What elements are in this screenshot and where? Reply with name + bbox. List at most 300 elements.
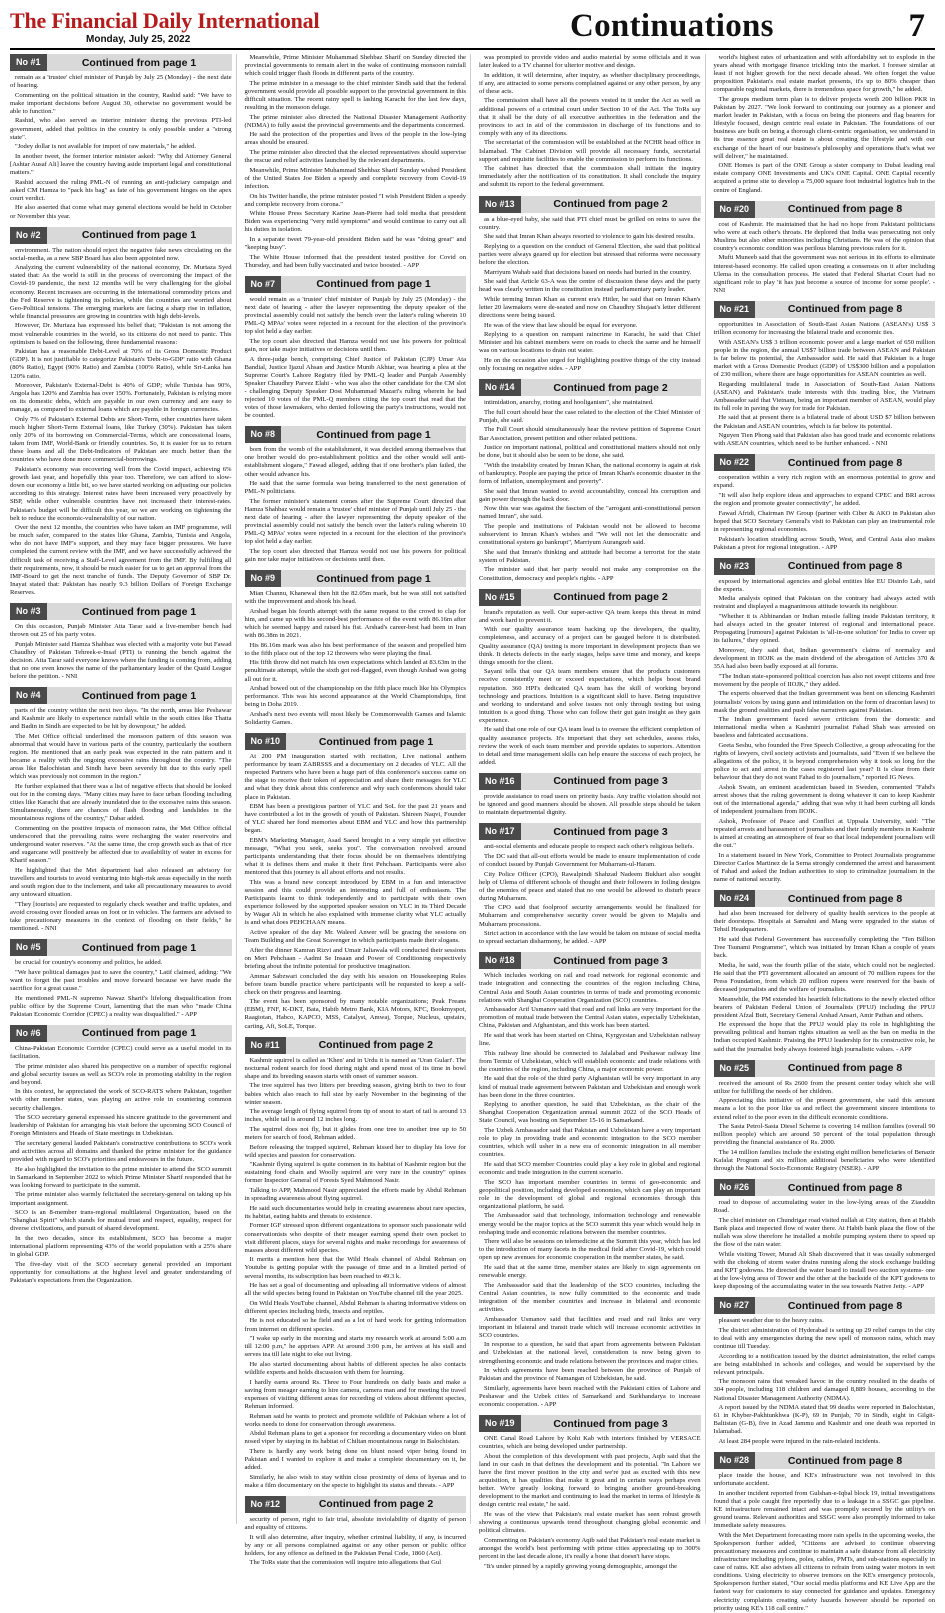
article-paragraph: The prime minister also shared his perspective on a number of specific regional and global security issues as well as SCO's role in promoting stability in the region and beyond. <box>10 1062 232 1086</box>
article-paragraph: It will also determine, after inquiry, whether criminal liability, if any, is incurred by any or all persons complained against or any other person or public office holders, for any offence as defined in the Pakistan Penal Code, 1860 (Act). <box>244 1533 466 1557</box>
article-paragraph: ONE Homes is part of the ONE Group a sister company to Dubai leading real estate company ONE Investments and UK's ONE Capital. ONE Capital recently acquired a prime site to develop a 75,000 square foot industrial logistics hub in the centre of England. <box>713 162 935 194</box>
article-paragraph: He also asserted that come what may general elections would be held in October or November this year. <box>10 204 232 220</box>
continuation-number-badge: No #10 <box>245 733 287 750</box>
article-paragraph: On Wild Heals YouTube channel, Abdul Rehman is sharing informative videos on different species including birds, insects and reptiles. <box>244 1299 466 1315</box>
column-4 <box>713 54 936 1612</box>
article-body <box>245 1516 467 1568</box>
continuation-number-badge: No #15 <box>479 589 521 606</box>
article-body <box>10 623 232 681</box>
article-paragraph: Meanwhile, Prime Minister Muhammad Shehbaz Sharif Sunday wished President of the United States Joe Biden a speedy and complete recovery from Covid-19 infection. <box>244 166 466 190</box>
article-paragraph: anti-social elements and educate people to respect each other's religious beliefs. <box>484 843 695 851</box>
article <box>479 823 701 946</box>
article-paragraph: Arshad began his fourth attempt with the same request to the crowd to clap for him, and came up with his second-best performance of the event with 86.16m after which he seemed happy and raised his fist. Arshad's career-best had been in Iran with 86.38m in 2021. <box>244 607 466 640</box>
article-header <box>479 1415 701 1432</box>
article-paragraph: Ambassador Usmanov said that facilities and road and rail links are very important in bilateral and transit trade which will increase economic activities in SCO countries. <box>479 1315 701 1339</box>
article-paragraph: Justice on important national, political and constitutional matters should not only be done, but it should also be seen to be done, she said. <box>479 444 701 460</box>
article-header <box>10 603 232 620</box>
article-paragraph: His fifth throw did not match his own expectations which landed at 83.63m in the penultimate attempt, while the sixth got red-flagged, even though Arshad was going all out for it. <box>244 659 466 683</box>
article <box>714 1060 936 1174</box>
continuation-number-badge: No #22 <box>714 454 756 471</box>
article-body <box>479 843 701 946</box>
article-paragraph: "We have political damages just to save the country," Latif claimed, adding: "We want to forget the past troubles and move forward because we have made the sacrifice for a great cause." <box>10 968 232 992</box>
article-paragraph: The squirrel does not fly, but it glides from one tree to another tree up to 50 meters for search of food, Rehman added. <box>244 1125 466 1141</box>
article-paragraph: He also highlighted the invitation to the prime minister to attend the SCO summit in Samarkand in September 2022 to which Prime Minister Sharif responded that he was looking forward to participate in the summit. <box>10 1165 232 1189</box>
article <box>10 1025 232 1285</box>
article-body <box>245 296 467 420</box>
continued-from-heading: Continued from page 8 <box>787 456 903 469</box>
article-paragraph: The top court also directed that Hamza would not use his powers for political gain, nor take major initiatives or decisions until then. <box>244 337 466 353</box>
article-paragraph: White House Press Secretary Karine Jean-Pierre had told media that president Biden was experiencing "very mild symptoms" and would continue to carry out all his duties in isolation. <box>244 210 466 234</box>
article-paragraph: The Ambassador said that the leadership of the SCO countries, including the Central Asian countries, is now fully committed to the economic and trade integration of the member countries and increase in bilateral and economic activities. <box>479 1281 701 1313</box>
article <box>245 426 467 564</box>
article-paragraph: He on the occasion also urged for highlighting positive things of the city instead only focusing on negative sides. - APP <box>479 357 701 373</box>
article-paragraph: The five-day visit of the SCO secretary general provided an important opportunity for consultations at the highest level and greater understanding of Pakistan's expectations from the Organization. <box>10 1260 232 1284</box>
article <box>714 201 936 295</box>
article-paragraph: The tree squirrel has two litters per breeding season, giving birth to two to four babies which also reach to full size by early November in the beginning of the winter season. <box>244 1082 466 1106</box>
article-paragraph: The SCO secretary general expressed his sincere gratitude to the government and leadership of Pakistan for arranging his visit before the upcoming SCO Council of Foreign Ministers and Heads of State meetings in Uzbekistan. <box>10 1114 232 1138</box>
article-header <box>479 196 701 213</box>
article-paragraph: In another incident reported from Gulshan-e-Iqbal block 19, initial investigations found that a pole caught fire reportedly due to a leakage in a SSGC gas pipeline. KE infrastructure remained intact and was promptly secured by the utility's on ground teams. Relevant authorities and SSGC were also promptly informed to take immediate safety measures. <box>713 1489 935 1530</box>
article <box>479 54 701 190</box>
article-body <box>479 793 701 817</box>
article-paragraph: "Kashmir flying squirrel is quite common in its habitat of Kashmir region but the sustaining food chain and Woolly squirrel are very rare in the country" opines former Inspector General of Forests Syed Mahmood Nasir. <box>244 1161 466 1185</box>
article-body <box>714 321 936 448</box>
article-paragraph: The White House informed that the president tested positive for Covid on Thursday, and had been fully vaccinated and twice boosted. - APP <box>244 253 466 269</box>
article-header <box>245 276 467 293</box>
page-columns <box>10 54 935 1612</box>
article-paragraph: "It will also help explore ideas and approaches to expand CPEC and BRI across the region and promote greater connectivity", he added. <box>713 492 935 508</box>
article-paragraph: In a statement issued in New York, Committee to Protect Journalists programme Director Carlos Martinez de la Serna strongly condemned the arrest and harassment of Fahad and asked the Indian authorities to stop to criminalize journalism in the name of national security. <box>713 851 935 883</box>
article-paragraph: China-Pakistan Economic Corridor (CPEC) could serve as a useful model in its facilitation. <box>10 1044 232 1060</box>
article-paragraph: security of person, right to fair trial, absolute inviolability of dignity of person and equality of citizens. <box>244 1515 466 1531</box>
continued-from-heading: Continued from page 1 <box>81 605 197 618</box>
article-paragraph: He said that at the same time, member states are likely to sign agreements on renewable energy. <box>479 1264 701 1280</box>
article-header <box>10 939 232 956</box>
article-body <box>714 474 936 551</box>
article-paragraph: He expressed the hope that the PFUJ would play its role in highlighting the prevailing political and human rights situation as well as the ban on media in the Indian occupied Kashmir. Praising the PFUJ leadership for its constructive role, he said that the journalist body always fostered high journalistic values. - APP <box>713 1021 935 1053</box>
article-paragraph: He was of the view that Pakistan's real estate market has seen robust growth showing a continuous upwards trend throughout changing global economic and political climates. <box>479 1510 701 1535</box>
continuation-number-badge: No #16 <box>479 773 521 790</box>
article <box>245 54 467 270</box>
article-paragraph: She said that Article 63-A was the centre of discussion these days and the party head was clearly written in the constitution instead parliamentary party leader. <box>479 278 701 294</box>
article-paragraph: Rashid accused the ruling PML-N of running an anti-judiciary campaign and asked CM Hamza to "pack his bag" as fate of his government hinges on the apex court verdict. <box>10 178 232 202</box>
article-paragraph: Similarly, he also wish to stay within close proximity of dens of hyenas and to make a film documentary on the specie to highlight its status and threats. - APP <box>244 1473 466 1489</box>
continued-from-heading: Continued from page 8 <box>787 203 903 216</box>
article <box>10 603 232 681</box>
article-paragraph: Appreciating this initiative of the present government, she said this amount means a lot to the poor like us and reflect the government sincere intentions to extend relief to the poor even in the difficult economic conditions. <box>713 1097 935 1121</box>
article-paragraph: The prime minister also directed that the elected representatives should supervise the rescue and relief activities launched by the relevant departments. <box>244 149 466 165</box>
article <box>714 890 936 1054</box>
article <box>479 196 701 374</box>
article-paragraph: brand's reputation as well. Our super-active QA team keeps this threat in mind and work hard to prevent it. <box>479 608 701 624</box>
article-paragraph: The groups medium term plan is to deliver projects worth 200 billion PKR in Pakistan by 2027. "We look forward to continuing our journey as a pioneer and market leader in Pakistan, with a focus on being the pioneers and flag bearers for lifestyle focused, design centric real estate in Pakistan. The foundations of our business are built on being a thorough client-centric organisation, we understand in its true essence great real estate is about creating the lifestyle and with our exchange of the heart of our business's philosophy and operations that's what we will deliver," he maintained. <box>713 95 935 160</box>
article-paragraph: At least 284 people were injured in the rain-related incidents. <box>718 1438 880 1446</box>
article-paragraph: "Jodey dollar is not available for import of raw materials," he added. <box>15 143 196 151</box>
article-paragraph: He said that SCO member Countries could play a key role in global and regional economic and trade integration in the current scenario. <box>479 1160 701 1176</box>
article-paragraph: The monsoon rains that wreaked havoc in the country resulted in the deaths of 304 people, including 118 children and damaged 8,889 houses, according to the National Disaster Management Authority (NDMA). <box>713 1378 935 1402</box>
article-paragraph: born from the womb of the establishment, it was decided among themselves that one brother would do pro-establishment politics and the other would sell anti-establishment slogans," Fawad alleged, adding that if one brother's plan failed, the other would advance his. <box>244 446 466 478</box>
article-body <box>10 959 232 1019</box>
article-paragraph: The Sasta Petrol-Sasta Diesel Scheme is covering 14 million families (overall 90 million people) which are around 50 percent of the total population through providing the financial assistance of Rs. 2000. <box>713 1123 935 1147</box>
continued-from-heading: Continued from page 2 <box>553 198 668 210</box>
article-paragraph: He said that the same formula was being transferred to the next generation of PML-N politicians. <box>244 480 466 496</box>
article-body <box>714 221 936 295</box>
article-paragraph: The Full Court should simultaneously hear the review petition of Supreme Court Bar Association, present petition and other related petitions. <box>479 426 701 442</box>
article-paragraph: cooperation within a very rich region with an enormous potential to grow and expand. <box>713 474 935 490</box>
article-paragraph: road to dispose of accumulating water in the low-lying areas of the Ziauddin Road. <box>713 1199 935 1215</box>
continued-from-heading: Continued from page 3 <box>553 775 668 788</box>
article-paragraph: The event has been sponsored by many notable organizations; Peak Freans (EBM), FNF, K-DKT, Bata, Habib Metro Bank, KIA Motors, KFC, Bookmyspot, Raagiotan, Habco, KAPCO, MSS, Catalyst, Amwaj, Torque, Nucleus, upstairs, carting, Afi, SoLE, Torque. <box>244 998 466 1030</box>
article-paragraph: The full court should hear the case related to the election of the Chief Minister of Punjab, she said. <box>479 408 701 424</box>
article-paragraph: He said that Federal Government has successfully completing the "Ten Billion Tree Tsunami Programme", which was initiated by Imran Khan a couple of years back. <box>713 935 935 960</box>
article-body <box>714 578 936 884</box>
article <box>714 1297 936 1446</box>
article-header <box>245 426 467 443</box>
article-paragraph: SCO is an 8-member trans-regional multilateral Organization, based on the "Shanghai Spirit" which stands for mutual trust and respect, equality, respect for diverse civilizations, and pursuit of shared development. <box>10 1209 232 1233</box>
continuation-number-badge: No #21 <box>714 301 756 318</box>
article-paragraph: The DC said that all-out efforts would be made to ensure implementation of code of conduct issued by Punjab Government for Muharram-ul-Haram. <box>479 852 701 868</box>
article-paragraph: as a blue-eyed baby, she said that PTI chief must be grilled on reins to save the country. <box>479 215 701 231</box>
article <box>245 276 467 420</box>
article-paragraph: This was a brand new concept introduced by EBM in a fun and interactive session and this could provide an interesting and full of enthusiasm. The Participants learnt to think independently and to participate with their own experience followed by the supported speaker session on YLC in its Third Decade by Wagar Ali in which he also explained with immense clarity what YLC actually is and what does PEHCHAAN means. <box>244 878 466 927</box>
article-paragraph: would remain as a 'trustee' chief minister of Punjab by July 25 (Monday) - the next date of hearing - after the lawyer representing the deputy speaker of the provincial assembly could not satisfy the bench over the latter's ruling wherein 10 PML-Q MPAs' votes were rejected in a recount for the election of the province's top slot held a day earlier. <box>244 295 466 336</box>
article-paragraph: He said that one role of our QA team lead is to oversee the efficient completion of quality assurance projects. It's important that they set schedules, assess risks, review the work of each team member and provide updates to superiors. Attention to detail and time management skills can help ensure the success of each project, he added. <box>479 726 701 766</box>
continued-from-heading: Continued from page 8 <box>787 303 903 316</box>
article-header <box>479 773 701 790</box>
article-paragraph: With the Met Department forecasting more rain spells in the upcoming weeks, the Spokesperson further added, "Citizens are advised to continue observing precautionary measures and continue to maintain a safe distance from all electricity infrastructure including pylons, poles, cables, PMTs, and sub-stations especially in case of rains. KE also advises all citizens to refrain from using water motors in wet conditions. Using electricity to observe tremors on the KE's emergency protocols, Spokesperson further stated, "Our social media platforms and KE Live App are the fastest way for customers to stay connected for guidance and updates. Emergency electricity complaints creating safety hazards however should be reported on priority using KE's 118 call centre." <box>713 1531 935 1612</box>
issue-date: Monday, July 25, 2022 <box>86 34 191 45</box>
continuation-number-badge: No #20 <box>714 201 756 218</box>
continuation-number-badge: No #8 <box>245 426 282 443</box>
article-paragraph: She said that Imran's thinking and attitude had become a terrorist for the state system of Pakistan. <box>479 548 701 564</box>
article <box>245 733 467 1031</box>
article-paragraph: The ToRs state that the commission will inquire into allegations that Gul <box>249 1559 442 1567</box>
article <box>10 687 232 933</box>
article-header <box>714 1297 936 1314</box>
article-paragraph: Regarding multilateral trade in Association of South-East Asian Nations (ASEAN) and Pakistan's trade interests with this trading bloc, the Vietnam Ambassador said that Vietnam, being an important member of ASEAN, would play its full role in paving the way for trade for Pakistan. <box>713 380 935 412</box>
article-paragraph: Meanwhile, Prime Minister Muhammad Shehbaz Sharif on Sunday directed the provincial governments to remain alert in the wake of continuing monsoon rainfall which could trigger flash floods in different parts of the country. <box>244 54 466 78</box>
article-paragraph: Before releasing the trapped squirrel, Rehman kissed her to display his love for wild species and passion for conservation. <box>244 1143 466 1159</box>
continued-from-heading: Continued from page 8 <box>787 1454 903 1467</box>
article-body <box>10 1045 232 1285</box>
article-paragraph: The chief minister on Chundrigar road visited nullah at City station, then at Habib Bank plaza and inspected flow of water there. At Habib bank plaza the flow of the nullah was slow therefore he installed a mobile pumping system there to speed up the flow of the rain water. <box>713 1216 935 1249</box>
article-paragraph: Commenting on the positive impacts of monsoon rains, the Met Office official underscored that the prevailing rains were recharging the water reservoirs and underground water reserves. "At the same time, the crop growth such as that of rice and sugarcane will positively be affected due to availability of water in excess for Kharif season." <box>10 825 232 865</box>
article-body <box>479 399 701 582</box>
article-paragraph: It merits a mention here that the Wild Heals channel of Abdul Rehman on Youtube is getting popular with the passage of time and in a limited period of several months, its subscription has been reached to 49.3 k. <box>244 1256 466 1280</box>
article <box>714 454 936 551</box>
article-paragraph: be crucial for country's economy and politics, he added. <box>15 959 163 967</box>
article-paragraph: ONE Canal Road Lahore by Kohi Kab with interiors finished by VERSACE countries, which are being developed under partnership. <box>479 1435 701 1451</box>
continuation-number-badge: No #1 <box>10 54 47 71</box>
continued-from-heading: Continued from page 3 <box>553 954 668 967</box>
article-paragraph: With ASEAN's US$ 3 trillion economic power and a large market of 650 million people in the region, the annual US$7 billion trade between ASEAN and Pakistan is far below its potential, the Ambassador said. He said that Pakistan is a huge market with a Gross Domestic Product (GDP) of US$300 billion and a population of 230 million, where there are huge opportunities for ASEAN countries as well. <box>713 338 935 378</box>
article-paragraph: The Indian government faced severe criticism from the domestic and international media when a Kashmiri journalist Fahad Shah was arrested on baseless and fabricated accusations. <box>713 716 935 740</box>
article-header <box>10 227 232 244</box>
article-paragraph: Rashid, who also served as interior minister during the previous PTI-led government, added that politics in the country is only possible under a "strong state". <box>10 117 232 141</box>
article <box>714 301 936 448</box>
article-paragraph: Fawad Afridi, Chairman IW Group (partner with Ciber & AKO in Pakistan also hoped that SCO Secretary General's visit to Pakistan can play an instrumental role in representing regional economies. <box>713 509 935 533</box>
article-header <box>714 454 936 471</box>
article-paragraph: "Whether it is Abhinandan or Indian missile falling inside Pakistan territory, it had always acted in the greater interest of regional and international peace. Propagating [rumours] against Pakistan is 'all-in-one solution' for India to cover up its failures," they opined. <box>713 613 935 645</box>
article-paragraph: Which includes working on rail and road network for regional economic and trade integration and connecting the countries of the region including China, Central Asia and South Asian countries in terms of trade and promoting economic relations with Shanghai Cooperation Organization (SCO) countries. <box>479 972 701 1004</box>
article-paragraph: In addition, it will determine, after inquiry, as whether disciplinary proceedings, if any, are attracted to some persons complained against or any other person, by any of these acts. <box>479 71 701 95</box>
article-paragraph: However, Dr. Murtaza has expressed his belief that; "Pakistan is not among the most vulnerable countries in the world, so its citizens do not need to panic. This optimism is based on the following, three fundamental reasons: <box>10 322 232 346</box>
article-paragraph: The top court also directed that Hamza would not use his powers for political gain nor take major initiatives or decisions until then. <box>244 547 466 563</box>
article-paragraph: Analyzing the current vulnerability of the national economy, Dr. Murtaza Syed stated that: As the world is still in the process of overcoming the impact of the Covid-19 pandemic, the next 12 months will be very challenging for the global economy. Recent increases are occurring in the international commodity prices and the Fed Reserve is tightening its policies, while the countries are worried about Geo-Political tensions. The emerging markets are facing a sharp rise in inflation, while financial pressures are growing in countries with high debt-levels. <box>10 264 232 320</box>
article-paragraph: Pakistan's location straddling across South, West, and Central Asia also makes Pakistan a pivot for regional integration. - APP <box>713 535 935 551</box>
article <box>714 1179 936 1291</box>
continued-from-heading: Continued from page 1 <box>81 689 197 702</box>
article-paragraph: Meanwhile, the PM extended his heartfelt felicitations to the newly elected office bearers of Pakistan Federal Union of Journalists (PFUJ) including the PFUJ president Afzal Butt, Secretary General Arshad Ansari, Amir Pathan and others. <box>713 995 935 1019</box>
article-paragraph: He said that the role of the third party Afghanistan will be very important in any kind of mutual trade agreement between Pakistan and Uzbekistan and enough work has been done in the three countries. <box>479 1075 701 1099</box>
article-paragraph: Arshad bowed out of the championship on the fifth place much like his Olympics performance. This was his second appearance at the World Championships, first being in Doha 2019. <box>244 685 466 709</box>
article-paragraph: His 86.16m mark was also his best performance of the season and propelled him to the fifth place out of the top 12 throwers who were playing the final. <box>244 641 466 657</box>
article-header <box>714 1179 936 1196</box>
article-paragraph: Geeta Seshu, who founded the Free Speech Collective, a group advocating for the rights of lawyers, civil society activists and journalists, said "Even if we believe the allegations of the police, it is beyond comprehension why it took so long for the police to act and arrest in the cases registered last year? It is clear from their behaviour that they do not want Fahad to do journalism," reported IG News. <box>713 741 935 782</box>
article-paragraph: There is hardly any work being done on blunt nosed viper being found in Pakistan and I wanted to explore it and make a complete documentary on it, he added. <box>244 1447 466 1472</box>
article-paragraph: Pakistan's economy was recovering well from the Covid impact, achieving 6% growth last year, and hopefully this year too. Therefore, we can afford to slow-down our economy a little bit, so we have started working on adjusting our policies according to this strategy. Interest rates have been increased very proactively by SBP, while other vulnerable countries have not increased their interest-rates. Pakistan's budget will be difficult this year, so we are working on tightening the belt to reduce the economic-vulnerability of our nation. <box>10 466 232 522</box>
article-paragraph: Over the next 12 months, the countries who have taken an IMF programme, will be much safer, compared to the states like Ghana, Zambia, Tunisia and Angola, who do not have IMF's support, and they may face bigger pressures. We have completed the current review with the IMF, and we have successfully achieved the difficult task of receiving a Staff-Level agreement from the IMF. By fulfilling all their requirements, now, it should be much easier for us to get an approval from the IMF-Board to get the next tranche of funds. The Deputy Governor of SBP Dr. Inayat stated that: Pakistan has nearly 9.3 billion Dollars of Foreign Exchange Reserves. <box>10 524 232 596</box>
article-paragraph: "I wake up early in the morning and starts my research work at around 5:00 a.m till 12:00 p.m," he apprises APP. At around 3:00 p.m, he arrives at his stall and serves tea till late night to eke out living. <box>244 1335 466 1359</box>
article-paragraph: The district administration of Hyderabad is setting up 29 relief camps in the city to deal with any emergencies during the new spell of monsoon rains, which may continue till Tuesday. <box>713 1326 935 1350</box>
article-paragraph: City Police Officer (CPO), Rawalpindi Shahzad Nadeem Bukhari also sought help of Ulema of different schools of thought and their followers in foiling designs of the enemies of peace and stated that no one would be allowed to disturb peace during Muharram. <box>479 870 701 902</box>
article-paragraph: On his Twitter handle, the prime minister posted "I wish President Biden a speedy and complete recovery from corona." <box>244 192 466 208</box>
article-paragraph: The experts observed that the Indian government was bent on silencing Kashmiri journalists' voices by using gunn and intimidation on the form of draconian laws) to mask the ground realities and push false narratives against Pakistan. <box>713 690 935 714</box>
article-paragraph: Punjab Minister said Hamza Shahbaz was elected with a majority vote but Fawad Chaudhry of Pakistan Tehreek-e-Insaf (PTI) is running the bench against the decision. Atta Tarar said everyone knows where the funding is coming from, adding that no one even knows the name of the parliamentary leader of the Quaid League before the petition. - NNI <box>10 640 232 681</box>
article-paragraph: EBM's Marketing Manager, Asad Saeed brought in a very simple yet effective message, "What you seek, seeks you". The conversation revolved around participants understanding that their focus should be on themselves identifying what it is defines them and make it their first Pehchaan. Participants were also mentored that this journey is all about efforts and not results. <box>244 837 466 877</box>
continuation-number-badge: No #9 <box>245 570 282 587</box>
article-paragraph: Kashmir squirrel is called as 'Khen' and in Urdu it is named as 'Uran Gulari'. The nocturnal rodent search for food during night and spend most of its time in bowl shape and its breeding season starts with onset of summer season. <box>244 1056 466 1080</box>
column-1 <box>10 54 237 1524</box>
article-paragraph: The average length of flying squirrel from tip of snout to start of tail is around 13 inches, while tail is around 12 inches long. <box>244 1108 466 1124</box>
article-paragraph: I hardly earns around Rs. Three to Four hundreds on daily basis and make a saving from meager earning to hire camera, camera man and for meeting the travel expenses of visiting different areas for recording of videos about different species, Rehman informed. <box>244 1378 466 1410</box>
article-paragraph: In which agreements have been reached between the province of Punjab of Pakistan and the province of Namangan of Uzbekistan, he said. <box>479 1367 701 1383</box>
article <box>245 570 467 727</box>
article-paragraph: environment. The nation should reject the negative fake news circulating on the social-media, as a new SBP Board has also been appointed now. <box>10 246 232 262</box>
article-body <box>479 609 701 767</box>
continued-from-heading: Continued from page 1 <box>316 428 431 441</box>
article-paragraph: He said that work has been started on China, Kyrgyzstan and Uzbekistan railway line. <box>479 1032 701 1048</box>
article-paragraph: According to a notification issued by the district administration, the relief camps are being established in schools and colleges, and would be supervised by the relevant principals. <box>713 1352 935 1376</box>
continued-from-heading: Continued from page 1 <box>318 735 434 748</box>
article-paragraph: "It's under pinned by a rapidly growing young demographic, amongst the <box>484 1562 678 1570</box>
article-paragraph: The commission shall have all the powers vested in it under the Act as well as additional powers of a criminal court under Section 10 of the Act. The ToRs say that it shall be the duty of all executive authorities in the federation and the provinces to act in aid of the commission in discharge of its functions and to comply with any of its directions. <box>479 97 701 137</box>
article-paragraph: received the amount of Rs 2600 from the present center today which she will utilize for fulfilling the needs of her children. <box>713 1079 935 1095</box>
article-paragraph: The prime minister also warmly felicitated the secretary-general on taking up his important assignment. <box>10 1191 232 1207</box>
continued-from-heading: Continued from page 3 <box>553 1417 668 1430</box>
article-body <box>479 1435 701 1571</box>
article-paragraph: He highlighted that the Met department had also released an advisory for travellers and tourists to avoid venturing into high-risk areas especially in the north and south region due to the inclement, and take all precautionary measures to avoid any untoward situation. <box>10 866 232 899</box>
article-header <box>479 589 701 606</box>
article-paragraph: The cabinet has directed that the commission shall initiate the inquiry immediately after the notification of its constitution. It shall conclude the inquiry and submit its report to the federal government. <box>479 165 701 189</box>
article-paragraph: The Uzbek Ambassador said that Pakistan and Uzbekistan have a very important role to play in providing trade and economic integration to the SCO member countries, which will usher in a new era of economic integration in all member countries. <box>479 1127 701 1159</box>
article-paragraph: Abdul Rehman plans to get a sponsor for recording a documentary video on blunt nosed viper by staying in its habitat of Chiltan mountainous range in Balochistan. <box>244 1430 466 1446</box>
article <box>10 939 232 1019</box>
article-paragraph: Former IGF stressed upon different organizations to sponsor such passionate wild conservationists who despite of their meager earning spend their own pocket to visit different places, stays for several nights and make recordings for awareness of masses about different wild species. <box>244 1222 466 1254</box>
continued-from-heading: Continued from page 2 <box>318 1039 433 1052</box>
article <box>714 54 936 195</box>
article-header <box>479 952 701 969</box>
article-paragraph: With our quality assurance team backing up the developers, the quality, completeness, and accuracy of a project can be gauged before it is distributed. Quality assurance (QA) testing is more important in development projects than we think. It detects defects in the early stages, helps save time and money, and keeps things smooth for the client. <box>479 626 701 666</box>
article <box>245 1496 467 1568</box>
continuation-number-badge: No #2 <box>10 227 47 244</box>
article-paragraph: "With the instability created by Imran Khan, the national economy is again at risk of bankruptcy. People are paying the price of Imran Khan's economic disaster in the form of inflation, unemployment and poverty". <box>479 461 701 486</box>
article <box>479 773 701 817</box>
article-header <box>245 570 467 587</box>
article-paragraph: On this occasion, Punjab Minister Atta Tarar said a live-member bench had thrown out 25 of his party votes. <box>10 623 232 639</box>
article-header <box>714 201 936 218</box>
article-paragraph: In another tweet, the former interior minister asked: "Why did Attorney General [Ashtar Ausaf Ali] leave the country having aside important legal and constitutional matters." <box>10 152 232 177</box>
article-paragraph: Ambassador Arif Usmanov said that road and rail links are very important for the promotion of mutual trade between the Central Asian states, especially Uzbekistan, China, Pakistan and Afghanistan, and this work has been started. <box>479 1006 701 1030</box>
article-paragraph: remain as a 'trustee' chief minister of Punjab by July 25 (Monday) - the next date of hearing. <box>10 74 232 90</box>
continuation-number-badge: No #28 <box>714 1452 756 1469</box>
article-paragraph: He said such documentaries would help in creating awareness about rare species, its habitat, eating habits and threats to existence. <box>244 1204 466 1220</box>
article-paragraph: Replying to another question, he said that Uzbekistan, as the chair of the Shanghai Cooperation Organization annual summit 2022 of the SCO Heads of State Council, was hosting on September 15-16 in Samarkand. <box>479 1101 701 1125</box>
article-paragraph: place inside the house, and KE's infrastructure was not involved in this unfortunate accident. <box>713 1472 935 1488</box>
article-paragraph: The former minister's statement comes after the Supreme Court directed that Hamza Shahbaz would remain a 'trustee' chief minister of Punjab until July 25 - the next date of hearing - after the lawyer representing the deputy speaker of the provincial assembly could not satisfy the bench over the latter's ruling wherein 10 PML-Q MPAs' votes were rejected in a recount for the election of the province's top slot held a day earlier. <box>244 497 466 546</box>
article-header <box>10 54 232 71</box>
article <box>479 952 701 1409</box>
article-body <box>245 590 467 727</box>
continued-from-heading: Continued from page 8 <box>787 560 903 573</box>
continued-from-heading: Continued from page 3 <box>553 825 668 838</box>
article-paragraph: While visiting Tower, Murad Ali Shah discovered that it was usually submerged with the choking of storm water drains running along the stock exchange building and KPT godowns. He directed the water board to install two suction systems- one at the low-lying area of Tower and the other at the backside of the KPT godowns to keep disposing of the accumulating water in the sea towards Native Jetty. - APP <box>713 1250 935 1291</box>
article-body <box>10 707 232 933</box>
article-paragraph: Commenting on Pakistan's economy Aqib said that Pakistan's real estate market is amongst the world's best performing with prime cities appreciating up to 300% percent in the last decade alone, it's really a bone that doesn't have stops. <box>479 1536 701 1560</box>
article-header <box>479 379 701 396</box>
article-paragraph: was prompted to provide video and audio material by some officials and it was later leaked to a TV channel for ulterior motive and design. <box>479 54 701 70</box>
article-header <box>714 1060 936 1077</box>
article-paragraph: Moreover, Pakistan's External-Debt is 40% of GDP; while Tunisia has 90%, Angola has 120% and Zambia has over 150%. Fortunately, Pakistan is relying more on its domestic debts, which are payable in our own currency and are easy to manage, as compared to external loans which are payable in foreign currencies. <box>10 382 232 414</box>
continuation-number-badge: No #5 <box>10 939 47 956</box>
article <box>10 227 232 597</box>
article-paragraph: About the completion of this development with past projects, Aqib said that the land in our cash in that defines the development and its potential. "In Lahore we have the first mover position in the city and we're just as excited with this new acquisition, it has qualities that make it great and in certain ways perhaps even better. We're greatly looking forward to bringing another ground-breaking development to the market and continuing to lead the market in terms of lifestyle & design centric real estate," he said. <box>479 1452 701 1509</box>
article-paragraph: Strict action in accordance with the law would be taken on misuse of social media to spread sectarian disharmony, he added. - APP <box>479 930 701 946</box>
article-body <box>10 74 232 221</box>
article-body <box>245 54 467 270</box>
article-paragraph: In response to a question, he said that apart from agreements between Pakistan and Uzbekistan at the national level, consideration is now being given to strengthening economic and trade relations between the provinces and major cities. <box>479 1341 701 1365</box>
continued-from-heading: Continued from page 2 <box>553 591 668 604</box>
article-header <box>714 890 936 907</box>
article-paragraph: She said that Imran wanted to avoid accountability, conceal his corruption and gain power through the back door. <box>479 487 701 503</box>
article-header <box>479 823 701 840</box>
continuation-number-badge: No #19 <box>479 1415 521 1432</box>
continuation-number-badge: No #6 <box>10 1025 47 1042</box>
article-paragraph: This railway line should be connected to Jalalabad and Peshawar railway line from Termiz of Uzbekistan, which will establish economic and trade relations with the countries of the region, including China, a major economic power. <box>479 1049 701 1073</box>
article-paragraph: A three-judge bench, comprising Chief Justice of Pakistan (CJP) Umar Ata Bandial, Justice Ijazul Ahsan and Justice Munib Akhtar, was hearing a plea at the Supreme Court's Lahore Registry filed by PML-Q leader and Punjab Assembly Speaker Chaudhry Parvez Elahi - who was also the other candidate for the CM slot - challenging Deputy Speaker Dost Muhammad Mazari's ruling wherein he had rejected 10 votes of the PML-Q members citing the top court that read that the votes of those lawmakers, who denied following the party's instructions, would not be counted. <box>244 355 466 420</box>
continuation-number-badge: No #12 <box>245 1496 287 1513</box>
article-paragraph: The people and institutions of Pakistan would not be allowed to become subservient to Imran Khan's wishes and "We will not let the democratic and constitutional system go bankrupt", Marriyum Aurangzeb said. <box>479 523 701 547</box>
article-paragraph: The secretariat of the commission will be established at the NCHR head office in Islamabad. The Cabinet Division will provide all necessary funds, secretarial support and requisite facilities to enable the commission to perform its functions. <box>479 139 701 163</box>
continued-from-heading: Continued from page 1 <box>81 56 197 69</box>
article-paragraph: Nguyen Tien Phong said that Pakistan also has good trade and economic relations with ASEAN countries, which need to be further enhanced. - NNI <box>713 432 935 448</box>
article-body <box>245 753 467 1031</box>
article <box>714 1452 936 1613</box>
continuation-number-badge: No #26 <box>714 1179 756 1196</box>
newspaper-name: The Financial Daily International <box>10 8 320 33</box>
article-paragraph: Marriyum Wahab said that decisions based on needs had buried in the country. <box>484 268 692 276</box>
continued-from-heading: Continued from page 8 <box>787 1062 903 1075</box>
article-paragraph: He further explained that there was a list of negative effects that should be looked out for in the coming days. "Many cities may have to face urban flooding including cities like Karachi that are already inundated due to the excessive rains this season. Simultaneously, there are chances of flash flooding and landslides in the mountainous regions of the country," Dabar added. <box>10 783 232 823</box>
article-paragraph: Commenting on the political situation in the country, Rashid said: "We have to make important decisions before August 30, otherwise no government would be able to function." <box>10 91 232 115</box>
continued-from-heading: Continued from page 1 <box>316 572 431 585</box>
article-paragraph: Media, he said, was the fourth pillar of the state, which could not be neglected. He said that the PTI government allocated an amount of 70 million rupees for the Press Foundation, from which 20 million rupees were reserved for the basis of deceased journalists and the welfare of journalists. <box>713 961 935 993</box>
article-paragraph: provide assistance to road users on priority basis. Any traffic violation should not be ignored and good manners should be shown. All possible steps should be taken to maintain departmental dignity. <box>479 792 701 817</box>
article-paragraph: Pakistan has a reasonable Debt-Level at 70% of its Gross Domestic Product (GDP). It is not justifiable to categorize Pakistan's 'Debt-to-GDP' ratio with Ghana (80% Ratio), Egypt (90% Ratio) and Zambia (100% Ratio), while Sri-Lanka has 120% ratio. <box>10 348 232 380</box>
article-paragraph: A report issued by the NDMA stated that 99 deaths were reported in Balochistan, 61 in Khyber-Pakhtunkhwa (K-P), 69 in Punjab, 70 in Sindh, eight in Gilgit-Baltistan (G-B), five in Azad Jammu and Kashmir and one death was reported in Islamabad. <box>713 1404 935 1436</box>
section-title: Continuations <box>570 8 774 44</box>
continuation-number-badge: No #18 <box>479 952 521 969</box>
article-paragraph: "They [tourists] are requested to regularly check weather and traffic updates, and avoid crossing over flooded areas on foot or in vehicles. The farmers are advised to take precautionary measures in the context of flooding on their fields," he mentioned. - NNI <box>10 900 232 933</box>
continuation-number-badge: No #27 <box>714 1297 756 1314</box>
page-number: 7 <box>908 8 925 44</box>
article-header <box>245 1037 467 1054</box>
article-paragraph: exposed by international agencies and global entities like EU Disinfo Lab, said the experts. <box>713 577 935 593</box>
article-paragraph: world's highest rates of urbanization and with affordability set to explode in the years ahead with mortgage finance trickling into the market. I foresee similar at least if not higher growth for the next decade ahead. We often forget the value proposition Pakistan's real estate market presents, it's up to 80% cheaper than comparable regional markets, there is tremendous space for growth," he added. <box>713 54 935 94</box>
article <box>479 589 701 767</box>
continuation-number-badge: No #13 <box>479 196 521 213</box>
article-paragraph: Replying to a question on rampant raincrime in Karachi, he said that Chief Minister and his cabinet members were on roads to check the same and he himself was on various locations to drain out water. <box>479 331 701 355</box>
article-paragraph: After the dinner Kamran Rizvi and Umair Jaliawala will conducted their sessions on Meri Pehchaan - Aadmi Se Insaan and Power of Conditioning respectively briefing about the infinite potential for productive imagination. <box>244 946 466 970</box>
article <box>479 1415 701 1571</box>
continued-from-heading: Continued from page 2 <box>553 381 668 394</box>
continued-from-heading: Continued from page 8 <box>787 1181 903 1194</box>
article-paragraph: He was of the view that law should be equal for everyone. <box>484 321 638 329</box>
article-paragraph: Media analysts opined that Pakistan on the contrary had always acted with restraint and displayed a magnanimous attitude towards its neighbour. <box>713 595 935 611</box>
continued-from-heading: Continued from page 8 <box>787 892 903 905</box>
continuation-number-badge: No #23 <box>714 558 756 575</box>
article-paragraph: Only 7% of Pakistan's External Debts are Short-Term, other countries have taken much higher Short-Term External loans, like Turkey (30%). Pakistan has taken only 20% of its borrowing on Commercial-Terms, which are concessional loans, taken from IMF, World-Bank or friendly countries. So, it is easier for us to return these loans and all the Debt-Indicators of Pakistan are much better than the countries who have done more commercial-borrowings. <box>10 415 232 464</box>
article-paragraph: He said that at present there is a bilateral trade of about USD $7 billion between the Pakistan and ASEAN countries, which is far below its potential. <box>713 414 935 430</box>
article-paragraph: Sayani tells that our QA team members ensure that the products customers receive consistently meet or exceed expectations, which helps boost brand reputation. 360 HPI's dedicated QA team has the skill of working beyond technology and practices. Intuition is a significant skill to have. Being inquisitive and working to understand and solve issues not only through testing but using intuition is a good thing. Those who can follow their gut gain insight as they gain experience. <box>479 668 701 724</box>
article-paragraph: opportunities in Association of South-East Asian Nations (ASEAN's) US$ 3 trillion economy for increasing the bilateral trade and economic ties. <box>713 320 935 337</box>
article-body <box>714 1080 936 1174</box>
article-paragraph: Rehman said he wants to protect and promote wildlife of Pakistan where a lot of works needs to done for conservation through awareness. <box>244 1412 466 1428</box>
article-paragraph: EBM has been a prestigious partner of YLC and SoL for the past 21 years and have contributed a lot in the growth of youth of Pakistan. Shireen Naqvi, Founder of YLC shared her fond memories about EBM and YLC and how this partnership began. <box>244 803 466 835</box>
article-paragraph: She said that Imran Khan always resorted to violence to gain his desired results. <box>484 233 695 241</box>
article-header <box>245 733 467 750</box>
continuation-number-badge: No #4 <box>10 687 47 704</box>
article-paragraph: Moreover, they said that, Indian government's claims of normalcy and development in IIOJK as the main dividend of the abrogation of Articles 370 & 35A had also been badly exposed at all forums. <box>713 646 935 671</box>
article-header <box>714 1452 936 1469</box>
article <box>714 558 936 884</box>
article-paragraph: cost of Kashmir. He maintained that he had no hope from Pakistani politicians who were at each other's throats. He deplored that India was persecuting not only Muslims but also other minorities including Christians. He was of the opinion that country's economic condition was perilous blaming previous rulers for it. <box>713 220 935 252</box>
article-paragraph: In the two decades, since its establishment, SCO has become a major international platform representing 43% of the world population with a 25% share in global GDP. <box>10 1234 232 1259</box>
article-paragraph: The Met Office official underlined the monsoon pattern of this season was abnormal that would have in various parts of the country, particularly the southern region. He mentioned that an early peak was expected in the rain pattern and it became a reality with the ongoing excessive rains throughout the country. "The areas like Balochistan and Sindh have been severely hit due to this early spell which was previously not common in the region." <box>10 732 232 781</box>
masthead <box>10 6 935 50</box>
article-paragraph: Replying to a question on the conduct of General Election, she said that political parties were always geared up for election but stressed that reforms were necessary before the election. <box>479 242 701 266</box>
continuation-number-badge: No #3 <box>10 603 47 620</box>
article-paragraph: Ashok, Professor of Peace and Conflict at Uppsala University, said: "The repeated arrests and harassment of journalists and their family members in Kashmir is aimed at creating an atmosphere of fear so that local independent journalism will die out." <box>713 817 935 850</box>
continuation-number-badge: No #25 <box>714 1060 756 1077</box>
article-paragraph: The minister said that her party would not make any compromise on the Constitution, democracy and people's rights. - APP <box>479 566 701 582</box>
article <box>245 1037 467 1490</box>
article-paragraph: had also been increased for delivery of quality health services to the people at their doorsteps. Hospitals at Samahni and Mang were upgraded to the status of Tehsil Headquarters. <box>713 910 935 934</box>
continuation-number-badge: No #11 <box>245 1037 286 1054</box>
article-paragraph: Active speaker of the day Mr. Waleed Anwer will be gracing the sessions on Team Building and the Great Scavenger in which participants made their slogans. <box>244 929 466 945</box>
article-paragraph: The CPO said that foolproof security arrangements would be finalized for Muharram and comprehensive security cover would be given to Majalis and Muharram processions. <box>479 904 701 928</box>
article-body <box>714 910 936 1054</box>
article-body <box>10 247 232 597</box>
continued-from-heading: Continued from page 1 <box>81 1027 197 1040</box>
continued-from-heading: Continued from page 8 <box>787 1299 903 1312</box>
article-header <box>714 558 936 575</box>
continuation-number-badge: No #24 <box>714 890 756 907</box>
article-paragraph: He also started documenting about habits of different species he also contacts wildlife experts and holds discussion with them for learning. <box>244 1360 466 1377</box>
article-paragraph: Mian Channu, Khanewal then hit the 82.05m mark, but he was still not satisfied with the improvement and shook his head. <box>244 590 466 606</box>
article <box>479 379 701 582</box>
article-body <box>714 1317 936 1446</box>
